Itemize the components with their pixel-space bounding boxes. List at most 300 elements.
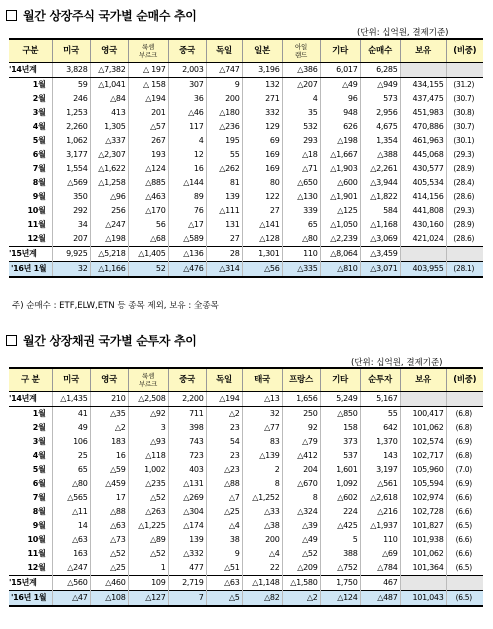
table-cell: △7: [206, 491, 242, 505]
table-cell: [400, 392, 446, 407]
table-cell: 200: [206, 92, 242, 106]
column-header: 구 분: [9, 368, 52, 392]
table-cell: △747: [206, 63, 242, 78]
table-cell: 1,656: [282, 392, 320, 407]
table-cell: 100,417: [400, 407, 446, 422]
table-cell: △1,622: [90, 162, 128, 176]
table-row: [9, 262, 483, 278]
table-cell: 413: [90, 106, 128, 120]
table-cell: 2,719: [168, 576, 206, 591]
table-cell: 28: [206, 247, 242, 262]
table-cell: △80: [282, 232, 320, 247]
table-row: [9, 491, 483, 505]
table-cell: △388: [360, 148, 400, 162]
table-cell: △565: [52, 491, 90, 505]
column-header: 독일: [206, 368, 242, 392]
table-cell: 1,002: [128, 463, 168, 477]
table-cell: △89: [128, 533, 168, 547]
table-cell: △885: [128, 176, 168, 190]
table-cell: △108: [90, 591, 128, 607]
table-cell: 1,750: [320, 576, 360, 591]
column-header: 프랑스: [282, 368, 320, 392]
table-cell: 398: [168, 421, 206, 435]
table-cell: 49: [52, 421, 90, 435]
table-cell: △80: [52, 477, 90, 491]
table-cell: 293: [282, 134, 320, 148]
table-cell: △136: [168, 247, 206, 262]
table-cell: 1,092: [320, 477, 360, 491]
table1-title: [6, 7, 197, 24]
table-cell: 132: [242, 78, 282, 93]
table-cell: △39: [282, 519, 320, 533]
table-cell: 405,534: [400, 176, 446, 190]
column-header: 아일 랜드: [282, 39, 320, 63]
table-cell: 532: [282, 120, 320, 134]
table-cell: △247: [52, 561, 90, 576]
table-cell: (6.6): [455, 549, 472, 558]
table-cell: 256: [90, 204, 128, 218]
table-cell: 129: [242, 120, 282, 134]
table-cell: 14: [52, 519, 90, 533]
row-label: 3월: [9, 435, 52, 449]
table-cell: 9: [206, 547, 242, 561]
table-cell: △2,239: [320, 232, 360, 247]
table-cell: 723: [168, 449, 206, 463]
table-row: [9, 533, 483, 547]
table-cell: (31.2): [453, 80, 475, 89]
row-label: 3월: [9, 106, 52, 120]
table-cell: △127: [128, 591, 168, 607]
table-cell: 32: [52, 262, 90, 278]
row-label: 12월: [9, 232, 52, 247]
table-cell: (7.0): [455, 465, 472, 474]
table-cell: 461,963: [400, 134, 446, 148]
table-cell: [400, 576, 446, 591]
table-cell: △3,071: [360, 262, 400, 278]
table-row: [9, 204, 483, 218]
table-row: [9, 576, 483, 591]
table-cell: 1,601: [320, 463, 360, 477]
table-cell: (6.8): [455, 451, 472, 460]
table-cell: 110: [282, 247, 320, 262]
table-cell: △180: [206, 106, 242, 120]
table-cell: 537: [320, 449, 360, 463]
table-row: [9, 421, 483, 435]
table2-header-row: [9, 368, 483, 392]
table-cell: 2,200: [168, 392, 206, 407]
column-header: 보유: [400, 368, 446, 392]
table-cell: △207: [282, 78, 320, 93]
table-cell: (29.3): [453, 150, 475, 159]
table-cell: 83: [242, 435, 282, 449]
column-header: 중국: [168, 368, 206, 392]
table-cell: 743: [168, 435, 206, 449]
table-cell: △4: [206, 519, 242, 533]
table-cell: (30.7): [453, 94, 475, 103]
table-cell: 2,956: [360, 106, 400, 120]
table-cell: △141: [242, 218, 282, 232]
table-cell: △332: [168, 547, 206, 561]
table-cell: [446, 247, 483, 262]
table-cell: △25: [90, 561, 128, 576]
table-cell: 3,177: [52, 148, 90, 162]
table-cell: △1,903: [320, 162, 360, 176]
table-cell: 1,062: [52, 134, 90, 148]
table-cell: 204: [282, 463, 320, 477]
row-label: 9월: [9, 519, 52, 533]
column-header: 기타: [320, 39, 360, 63]
table-row: [9, 232, 483, 247]
table-row: [9, 392, 483, 407]
table-cell: (28.9): [453, 164, 475, 173]
row-label: 10월: [9, 204, 52, 218]
table-cell: △82: [242, 591, 282, 607]
table-cell: △235: [128, 477, 168, 491]
row-label: 4월: [9, 120, 52, 134]
table-cell: (6.8): [455, 409, 472, 418]
table-cell: 430,577: [400, 162, 446, 176]
table-cell: △63: [206, 576, 242, 591]
table-cell: 143: [360, 449, 400, 463]
table-cell: △198: [90, 232, 128, 247]
table-row: [9, 134, 483, 148]
table-cell: △3,459: [360, 247, 400, 262]
table-cell: [446, 63, 483, 78]
table-cell: △47: [52, 591, 90, 607]
table-cell: △96: [90, 190, 128, 204]
table-row: [9, 407, 483, 422]
table1-note: 주) 순매수 : ETF,ELW,ETN 등 종목 제외, 보유 : 全종목: [12, 301, 219, 311]
table-cell: 102,974: [400, 491, 446, 505]
table-cell: [446, 392, 483, 407]
table-cell: △850: [320, 407, 360, 422]
table-row: [9, 162, 483, 176]
table-cell: 350: [52, 190, 90, 204]
table-cell: 102,728: [400, 505, 446, 519]
table-cell: 106: [52, 435, 90, 449]
table-cell: △463: [128, 190, 168, 204]
table-cell: (28.1): [446, 262, 483, 278]
table-row: [9, 463, 483, 477]
table-cell: △88: [206, 477, 242, 491]
table-cell: △2: [90, 421, 128, 435]
table-cell: △459: [90, 477, 128, 491]
table-row: [9, 247, 483, 262]
table-cell: 470,886: [400, 120, 446, 134]
table-cell: △2,261: [360, 162, 400, 176]
table-cell: 101,827: [400, 519, 446, 533]
table-cell: 4,675: [360, 120, 400, 134]
table-cell: (6.5): [446, 591, 483, 607]
table-cell: △561: [360, 477, 400, 491]
table-cell: △194: [128, 92, 168, 106]
table-cell: 105,594: [400, 477, 446, 491]
table-cell: 163: [52, 547, 90, 561]
row-label: 12월: [9, 561, 52, 576]
table-cell: △670: [282, 477, 320, 491]
table-cell: (6.5): [455, 563, 472, 572]
table-cell: 17: [90, 491, 128, 505]
table2-title: [6, 332, 197, 349]
table-cell: △600: [320, 176, 360, 190]
table-cell: 69: [242, 134, 282, 148]
table-cell: △124: [320, 591, 360, 607]
table-cell: 101,062: [400, 421, 446, 435]
table-cell: △324: [282, 505, 320, 519]
table-cell: △170: [128, 204, 168, 218]
table-cell: 224: [320, 505, 360, 519]
column-header: 미국: [52, 39, 90, 63]
table-cell: 2,003: [168, 63, 206, 78]
table-cell: △3,069: [360, 232, 400, 247]
table-cell: 54: [206, 435, 242, 449]
table-cell: 434,155: [400, 78, 446, 93]
table-cell: 307: [168, 78, 206, 93]
table-cell: 414,156: [400, 190, 446, 204]
table-cell: △71: [282, 162, 320, 176]
table-cell: △263: [128, 505, 168, 519]
column-header: 영국: [90, 39, 128, 63]
table-cell: △18: [282, 148, 320, 162]
table-cell: 101,062: [400, 547, 446, 561]
table-cell: △118: [128, 449, 168, 463]
table-cell: 56: [128, 218, 168, 232]
table-cell: 1: [128, 561, 168, 576]
table-cell: 80: [242, 176, 282, 190]
row-label: '14년계: [9, 392, 52, 407]
table-cell: △2,618: [360, 491, 400, 505]
table-cell: 403,955: [400, 262, 446, 278]
table-cell: 101,043: [400, 591, 446, 607]
table-cell: 4: [282, 92, 320, 106]
table-cell: (6.9): [455, 437, 472, 446]
table-cell: 403: [168, 463, 206, 477]
table-cell: 52: [128, 262, 168, 278]
table-cell: △130: [282, 190, 320, 204]
checkbox-square-icon: [6, 335, 17, 346]
table-cell: 948: [320, 106, 360, 120]
row-label: 1월: [9, 407, 52, 422]
table-cell: △476: [168, 262, 206, 278]
table-cell: (30.8): [453, 108, 475, 117]
table-row: [9, 435, 483, 449]
row-label: 6월: [9, 477, 52, 491]
table-row: [9, 218, 483, 232]
table-cell: (28.4): [453, 178, 475, 187]
column-header: 일본: [242, 39, 282, 63]
table-cell: △93: [128, 435, 168, 449]
table-cell: △3,944: [360, 176, 400, 190]
table-cell: 467: [360, 576, 400, 591]
table-cell: (6.6): [455, 535, 472, 544]
table-cell: 32: [242, 407, 282, 422]
table-row: [9, 591, 483, 607]
table-cell: 200: [242, 533, 282, 547]
table-cell: 96: [320, 92, 360, 106]
table-cell: 12: [168, 148, 206, 162]
row-label: 5월: [9, 463, 52, 477]
table-cell: 23: [206, 449, 242, 463]
table-cell: 65: [282, 218, 320, 232]
table-cell: 246: [52, 92, 90, 106]
table-cell: △92: [128, 407, 168, 422]
table-cell: △1,258: [90, 176, 128, 190]
table-cell: 8: [242, 477, 282, 491]
table-cell: △602: [320, 491, 360, 505]
table-cell: △1,168: [360, 218, 400, 232]
row-label: '14년계: [9, 63, 52, 78]
column-header: 미국: [52, 368, 90, 392]
table-cell: △589: [168, 232, 206, 247]
table-cell: △216: [360, 505, 400, 519]
table-cell: △131: [168, 477, 206, 491]
table-cell: 642: [360, 421, 400, 435]
table-cell: 207: [52, 232, 90, 247]
column-header: 태국: [242, 368, 282, 392]
table-cell: 38: [206, 533, 242, 547]
table-cell: △1,166: [90, 262, 128, 278]
row-label: '15년계: [9, 247, 52, 262]
table-cell: △68: [128, 232, 168, 247]
column-header: 기타: [320, 368, 360, 392]
table-row: [9, 106, 483, 120]
row-label: 7월: [9, 491, 52, 505]
table-cell: △ 197: [128, 63, 168, 78]
table-cell: △25: [206, 505, 242, 519]
table-cell: (30.7): [453, 122, 475, 131]
table-cell: 3,196: [242, 63, 282, 78]
table-cell: 110: [360, 533, 400, 547]
table-cell: △63: [52, 533, 90, 547]
table-cell: 584: [360, 204, 400, 218]
row-label: 4월: [9, 449, 52, 463]
table-cell: △569: [52, 176, 90, 190]
column-header: 중국: [168, 39, 206, 63]
table-cell: △51: [206, 561, 242, 576]
table-cell: 109: [128, 576, 168, 591]
table-cell: 55: [206, 148, 242, 162]
table-cell: △198: [320, 134, 360, 148]
table-row: [9, 120, 483, 134]
table-cell: 183: [90, 435, 128, 449]
table-cell: 34: [52, 218, 90, 232]
table-cell: △247: [90, 218, 128, 232]
row-label: 11월: [9, 547, 52, 561]
table-cell: △1,252: [242, 491, 282, 505]
table-cell: 5: [320, 533, 360, 547]
row-label: '16년 1월: [9, 262, 52, 278]
table-cell: 201: [128, 106, 168, 120]
table-cell: △52: [282, 547, 320, 561]
table-cell: △111: [206, 204, 242, 218]
table-cell: △57: [128, 120, 168, 134]
table-cell: 441,808: [400, 204, 446, 218]
table-cell: 55: [360, 407, 400, 422]
table-cell: △1,937: [360, 519, 400, 533]
table-cell: 158: [320, 421, 360, 435]
row-label: 8월: [9, 176, 52, 190]
table-cell: △5,218: [90, 247, 128, 262]
table-cell: △56: [242, 262, 282, 278]
table-cell: 25: [52, 449, 90, 463]
table-cell: △139: [242, 449, 282, 463]
table-cell: 27: [206, 232, 242, 247]
table-cell: 421,024: [400, 232, 446, 247]
table-row: [9, 477, 483, 491]
table-cell: 23: [206, 421, 242, 435]
table-cell: △33: [242, 505, 282, 519]
table-cell: 7: [168, 591, 206, 607]
table-cell: 626: [320, 120, 360, 134]
table-cell: △73: [90, 533, 128, 547]
table-cell: (28.6): [453, 234, 475, 243]
column-header: 룩셈 부르크: [128, 368, 168, 392]
table2-title-text: 월간 상장채권 국가별 순투자 추이: [23, 334, 197, 348]
table-cell: △304: [168, 505, 206, 519]
table-cell: △425: [320, 519, 360, 533]
column-header: 순투자: [360, 368, 400, 392]
table-cell: △4: [242, 547, 282, 561]
table-cell: 292: [52, 204, 90, 218]
table-cell: △335: [282, 262, 320, 278]
table-cell: △38: [242, 519, 282, 533]
table-cell: △810: [320, 262, 360, 278]
table-cell: △79: [282, 435, 320, 449]
table-cell: (28.6): [453, 192, 475, 201]
table-cell: 41: [52, 407, 90, 422]
table-cell: 76: [168, 204, 206, 218]
table-cell: (28.9): [453, 220, 475, 229]
table-cell: △337: [90, 134, 128, 148]
checkbox-square-icon: [6, 10, 17, 21]
table-row: [9, 148, 483, 162]
table-cell: 271: [242, 92, 282, 106]
table-cell: 122: [242, 190, 282, 204]
table-cell: △2,307: [90, 148, 128, 162]
table-cell: △650: [282, 176, 320, 190]
table-cell: △784: [360, 561, 400, 576]
table-cell: 4: [168, 134, 206, 148]
table-cell: 16: [168, 162, 206, 176]
table-cell: △49: [320, 78, 360, 93]
table-cell: (6.6): [455, 493, 472, 502]
table-cell: 117: [168, 120, 206, 134]
table-cell: △412: [282, 449, 320, 463]
table-cell: 16: [90, 449, 128, 463]
table-cell: △269: [168, 491, 206, 505]
table-cell: 1,305: [90, 120, 128, 134]
table-cell: (30.1): [453, 136, 475, 145]
table-cell: (6.5): [455, 521, 472, 530]
table-cell: △8,064: [320, 247, 360, 262]
table-cell: 101,364: [400, 561, 446, 576]
table-cell: △1,225: [128, 519, 168, 533]
table-cell: 5,249: [320, 392, 360, 407]
table-cell: [446, 576, 483, 591]
table-cell: △1,580: [282, 576, 320, 591]
table-cell: 1,301: [242, 247, 282, 262]
table-row: [9, 505, 483, 519]
table-cell: 139: [168, 533, 206, 547]
table-cell: △560: [52, 576, 90, 591]
table-cell: △ 158: [128, 78, 168, 93]
row-label: 11월: [9, 218, 52, 232]
table-cell: 3: [128, 421, 168, 435]
table-cell: △35: [90, 407, 128, 422]
table-cell: △124: [128, 162, 168, 176]
table-cell: △144: [168, 176, 206, 190]
table-cell: 65: [52, 463, 90, 477]
